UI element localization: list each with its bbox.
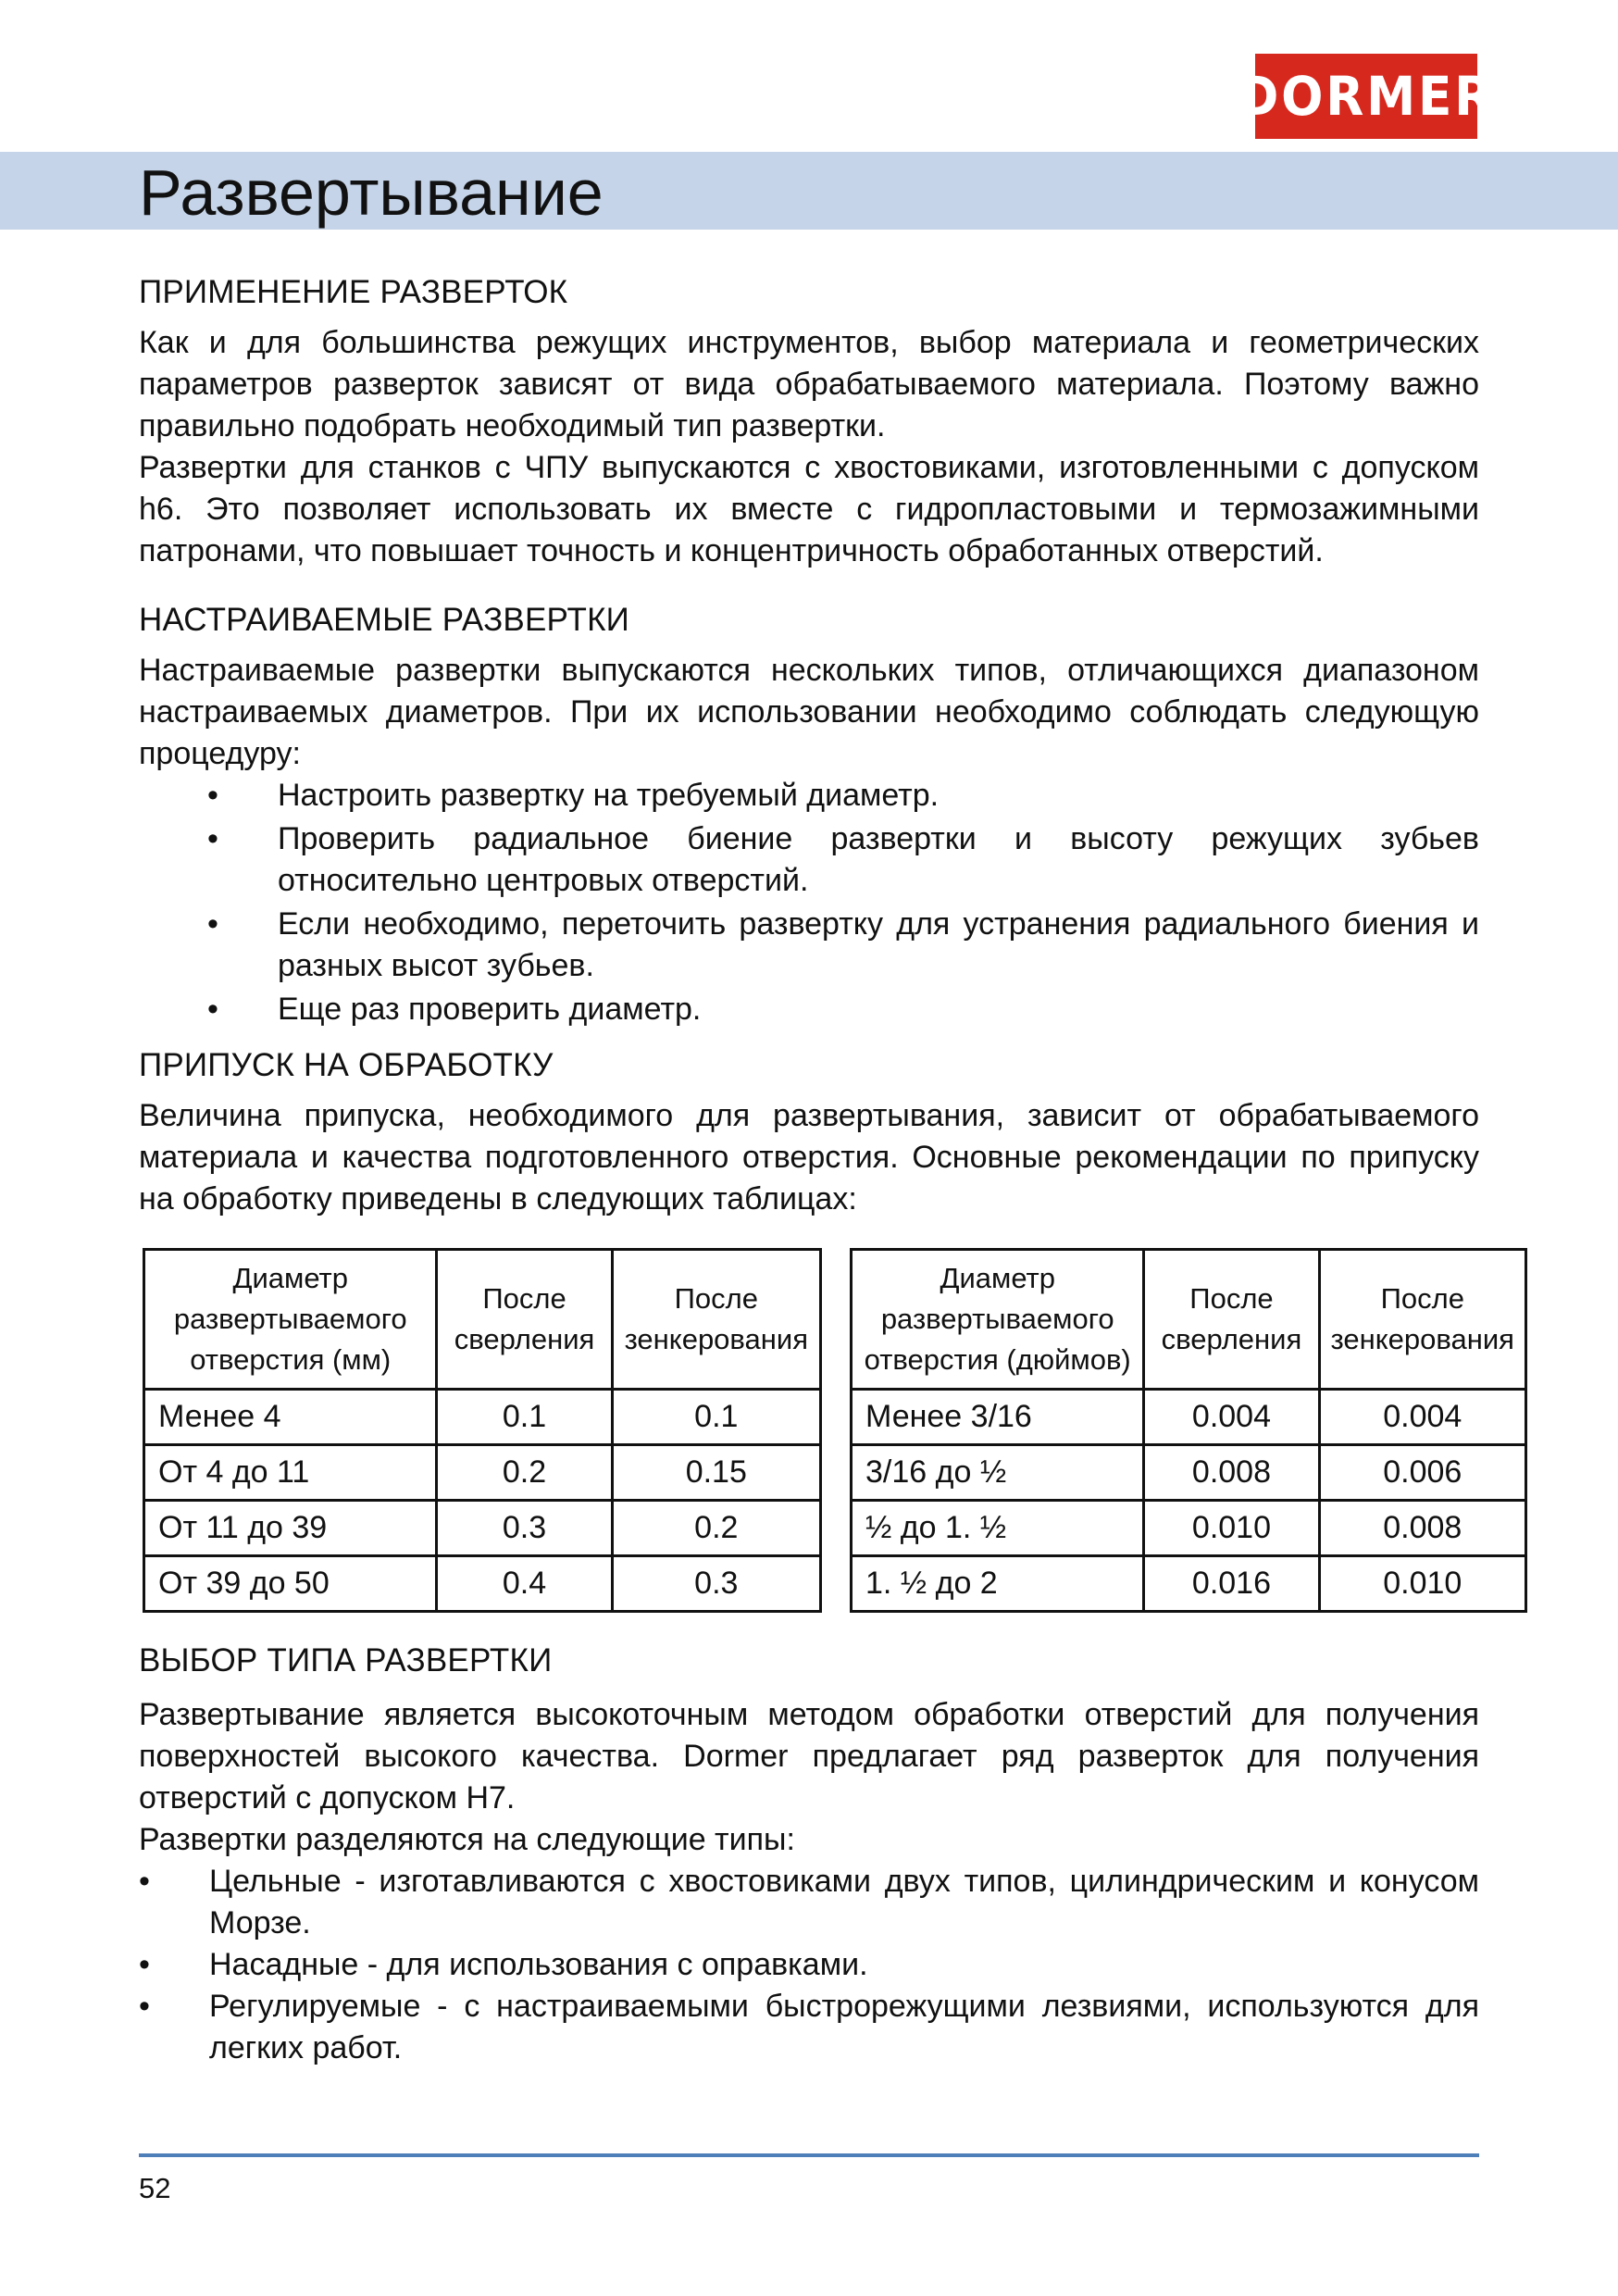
allowance-table-mm	[143, 1248, 822, 1613]
column-header: После сверления	[437, 1250, 612, 1390]
table-cell: 0.3	[612, 1556, 820, 1612]
bullet-icon: •	[207, 906, 218, 942]
table-cell: 0.2	[437, 1445, 612, 1501]
table-row	[852, 1390, 1526, 1445]
section-allowance	[139, 1045, 1514, 1613]
main-content	[139, 272, 1514, 2069]
bullet-icon: •	[207, 778, 218, 813]
table-cell: 0.016	[1144, 1556, 1319, 1612]
table-cell: 0.15	[612, 1445, 820, 1501]
column-header: После зенкерования	[1319, 1250, 1525, 1390]
title-band	[0, 152, 1618, 230]
table-cell: 0.004	[1319, 1390, 1525, 1445]
section-heading: НАСТРАИВАЕМЫЕ РАЗВЕРТКИ	[139, 602, 630, 638]
table-cell: 0.1	[437, 1390, 612, 1445]
table-cell: 0.010	[1144, 1501, 1319, 1556]
footer-rule	[139, 2153, 1479, 2157]
allowance-table-inch	[850, 1248, 1527, 1613]
section-heading: ПРИПУСК НА ОБРАБОТКУ	[139, 1047, 554, 1083]
table-header-row	[144, 1250, 821, 1390]
table-cell: 0.010	[1319, 1556, 1525, 1612]
list-item: • Регулируемые - с настраиваемыми быстрорежущими лезвиями, используются для легких работ.	[139, 1986, 1479, 2069]
reamer-type-list	[139, 1861, 1479, 2069]
table-cell: От 11 до 39	[144, 1501, 437, 1556]
bullet-icon: •	[139, 1864, 150, 1899]
list-item: • Проверить радиальное биение развертки и высоту режущих зубьев относительно центровых отверстий.	[139, 818, 1479, 902]
list-item: • Еще раз проверить диаметр.	[139, 989, 1479, 1030]
table-row	[144, 1556, 821, 1612]
table-cell: ½ до 1. ½	[852, 1501, 1144, 1556]
table-cell: Менее 4	[144, 1390, 437, 1445]
table-cell: 0.008	[1144, 1445, 1319, 1501]
paragraph: Настраиваемые развертки выпускаются нескольких типов, отличающихся диапазоном настраиваемых диаметров. При их использовании необходимо соблюдать следующую процедуру:	[139, 653, 1479, 771]
bullet-icon: •	[139, 1989, 150, 2024]
dormer-logo	[1238, 54, 1495, 139]
table-cell: 0.1	[612, 1390, 820, 1445]
paragraph: Развертки для станков с ЧПУ выпускаются с хвостовиками, изготовленными с допуском h6. Это позволяет использовать их вместе с гидропластовыми и термозажимными патронами, что повышает точность и концентричность обработанных отверстий.	[139, 450, 1479, 568]
column-header: После зенкерования	[612, 1250, 820, 1390]
list-item: • Если необходимо, переточить развертку для устранения радиального биения и разных высот зубьев.	[139, 904, 1479, 987]
table-cell: 1. ½ до 2	[852, 1556, 1144, 1612]
table-cell: 3/16 до ½	[852, 1445, 1144, 1501]
procedure-list	[139, 775, 1479, 1030]
list-item: • Насадные - для использования с оправками.	[139, 1944, 1479, 1986]
section-adjustable	[139, 600, 1479, 1030]
table-row	[852, 1556, 1526, 1612]
paragraph: Развертывание является высокоточным методом обработки отверстий для получения поверхностей высокого качества. Dormer предлагает ряд разверток для получения отверстий с допуском H7.	[139, 1697, 1479, 1816]
page-number: 52	[139, 2172, 171, 2204]
bullet-icon: •	[207, 992, 218, 1027]
column-header: После сверления	[1144, 1250, 1319, 1390]
logo-text: DORMER	[1238, 65, 1495, 128]
paragraph: Развертки разделяются на следующие типы:	[139, 1822, 795, 1857]
table-header-row	[852, 1250, 1526, 1390]
table-cell: 0.004	[1144, 1390, 1319, 1445]
table-row	[144, 1390, 821, 1445]
table-row	[852, 1501, 1526, 1556]
list-item: • Цельные - изготавливаются с хвостовиками двух типов, цилиндрическим и конусом Морзе.	[139, 1861, 1479, 1944]
table-cell: От 39 до 50	[144, 1556, 437, 1612]
table-cell: 0.008	[1319, 1501, 1525, 1556]
section-application	[139, 272, 1479, 572]
allowance-tables	[139, 1248, 1514, 1613]
page-title: Развертывание	[139, 156, 604, 229]
table-cell: 0.4	[437, 1556, 612, 1612]
bullet-icon: •	[207, 821, 218, 856]
section-heading: ВЫБОР ТИПА РАЗВЕРТКИ	[139, 1642, 553, 1678]
table-cell: 0.3	[437, 1501, 612, 1556]
column-header: Диаметр развертываемого отверстия (дюймов)	[852, 1250, 1144, 1390]
paragraph: Величина припуска, необходимого для развертывания, зависит от обрабатываемого материала и качества подготовленного отверстия. Основные рекомендации по припуску на обработку приведены в следующих таблицах:	[139, 1098, 1479, 1217]
bullet-icon: •	[139, 1947, 150, 1982]
list-item: • Настроить развертку на требуемый диаметр.	[139, 775, 1479, 817]
table-row	[144, 1445, 821, 1501]
section-heading: ПРИМЕНЕНИЕ РАЗВЕРТОК	[139, 274, 568, 310]
section-reamer-types	[139, 1641, 1479, 2069]
table-row	[144, 1501, 821, 1556]
table-cell: Менее 3/16	[852, 1390, 1144, 1445]
table-row	[852, 1445, 1526, 1501]
table-cell: От 4 до 11	[144, 1445, 437, 1501]
paragraph: Как и для большинства режущих инструментов, выбор материала и геометрических параметров разверток зависят от вида обрабатываемого материала. Поэтому важно правильно подобрать необходимый тип развертки.	[139, 325, 1479, 443]
table-cell: 0.006	[1319, 1445, 1525, 1501]
table-cell: 0.2	[612, 1501, 820, 1556]
column-header: Диаметр развертываемого отверстия (мм)	[144, 1250, 437, 1390]
